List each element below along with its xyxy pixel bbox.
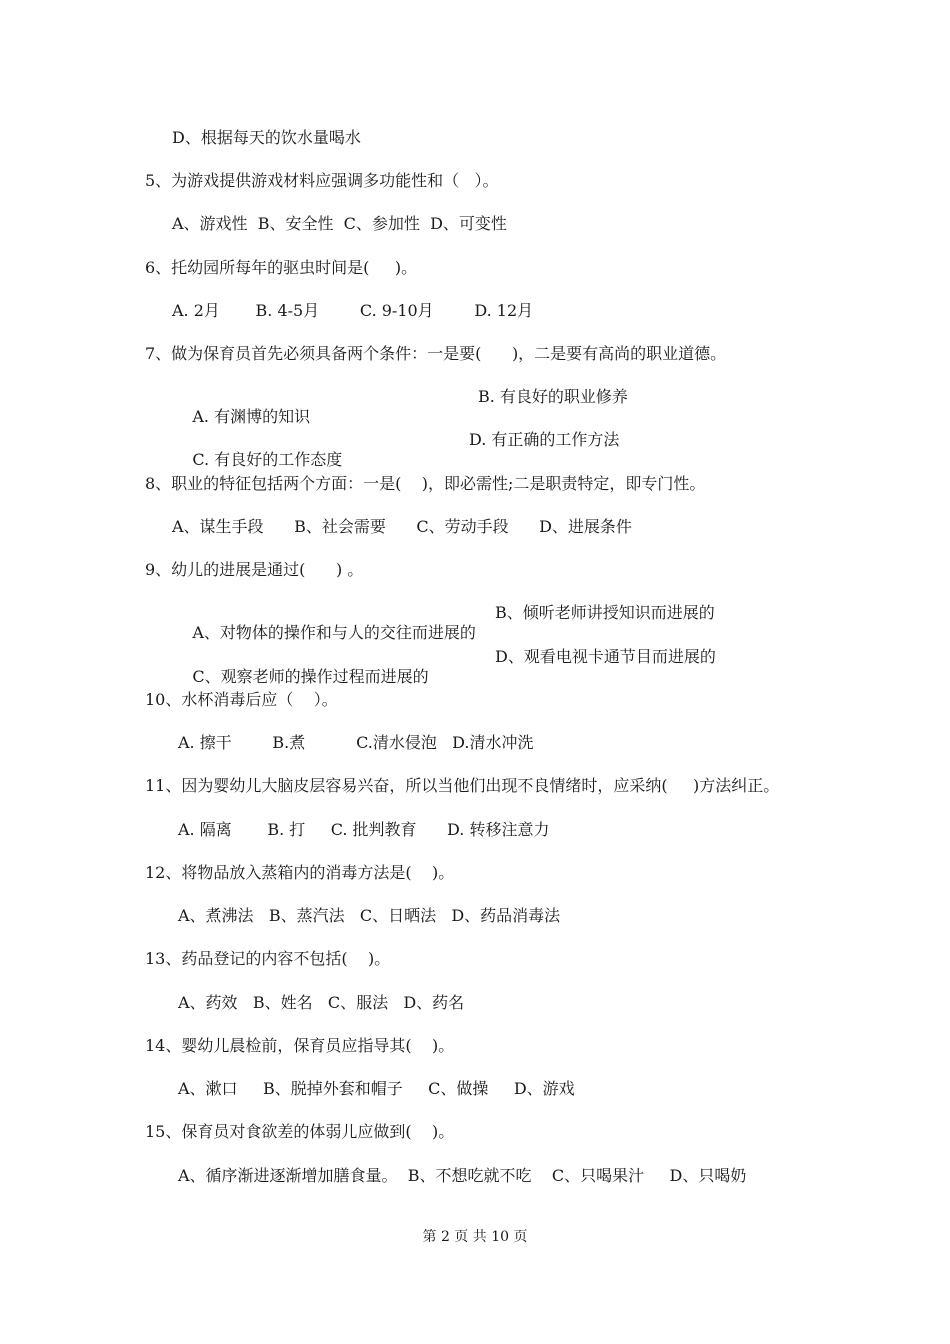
question-7: 7、做为保育员首先必须具备两个条件：一是要( )，二是要有高尚的职业道德。 — [145, 344, 727, 363]
options-10: A. 擦干 B.煮 C.清水侵泡 D.清水冲洗 — [178, 733, 534, 752]
question-8: 8、职业的特征包括两个方面：一是( )，即必需性;二是职责特定，即专门性。 — [145, 474, 706, 493]
option-9a: A、对物体的操作和与人的交往而进展的 — [192, 623, 476, 642]
options-11: A. 隔离 B. 打 C. 批判教育 D. 转移注意力 — [178, 820, 550, 839]
options-13: A、药效 B、姓名 C、服法 D、药名 — [178, 993, 465, 1012]
options-9-row2 — [172, 647, 716, 727]
option-9b: B、倾听老师讲授知识而进展的 — [495, 603, 715, 622]
option-7a: A. 有渊博的知识 — [192, 407, 311, 426]
question-13: 13、药品登记的内容不包括( )。 — [145, 949, 391, 968]
question-15: 15、保育员对食欲差的体弱儿应做到( )。 — [145, 1122, 455, 1141]
options-8: A、谋生手段 B、社会需要 C、劳动手段 D、进展条件 — [172, 517, 632, 536]
page-number-footer: 第 2 页 共 10 页 — [422, 1229, 528, 1245]
option-9c: C、观察老师的操作过程而进展的 — [192, 667, 429, 686]
option-7d: D. 有正确的工作方法 — [469, 430, 620, 449]
option-7b: B. 有良好的职业修养 — [478, 387, 628, 406]
question-5: 5、为游戏提供游戏材料应强调多功能性和（ ）。 — [145, 171, 499, 190]
options-6: A. 2月 B. 4-5月 C. 9-10月 D. 12月 — [172, 301, 534, 320]
options-15: A、循序渐进逐渐增加膳食量。 B、不想吃就不吃 C、只喝果汁 D、只喝奶 — [178, 1166, 747, 1185]
option-line-4d: D、根据每天的饮水量喝水 — [172, 128, 361, 147]
option-7c: C. 有良好的工作态度 — [192, 450, 343, 469]
options-12: A、煮沸法 B、蒸汽法 C、日晒法 D、药品消毒法 — [178, 906, 561, 925]
question-12: 12、将物品放入蒸箱内的消毒方法是( )。 — [145, 863, 455, 882]
question-11: 11、因为婴幼儿大脑皮层容易兴奋，所以当他们出现不良情绪时，应采纳( )方法纠正。 — [145, 776, 780, 795]
option-9d: D、观看电视卡通节目而进展的 — [495, 647, 716, 666]
question-10: 10、水杯消毒后应（ ）。 — [145, 690, 338, 709]
options-5: A、游戏性 B、安全性 C、参加性 D、可变性 — [172, 214, 507, 233]
options-14: A、漱口 B、脱掉外套和帽子 C、做操 D、游戏 — [178, 1079, 575, 1098]
question-9: 9、幼儿的进展是通过( ) 。 — [145, 560, 364, 579]
question-14: 14、婴幼儿晨检前，保育员应指导其( )。 — [145, 1036, 455, 1055]
question-6: 6、托幼园所每年的驱虫时间是( )。 — [145, 258, 418, 277]
